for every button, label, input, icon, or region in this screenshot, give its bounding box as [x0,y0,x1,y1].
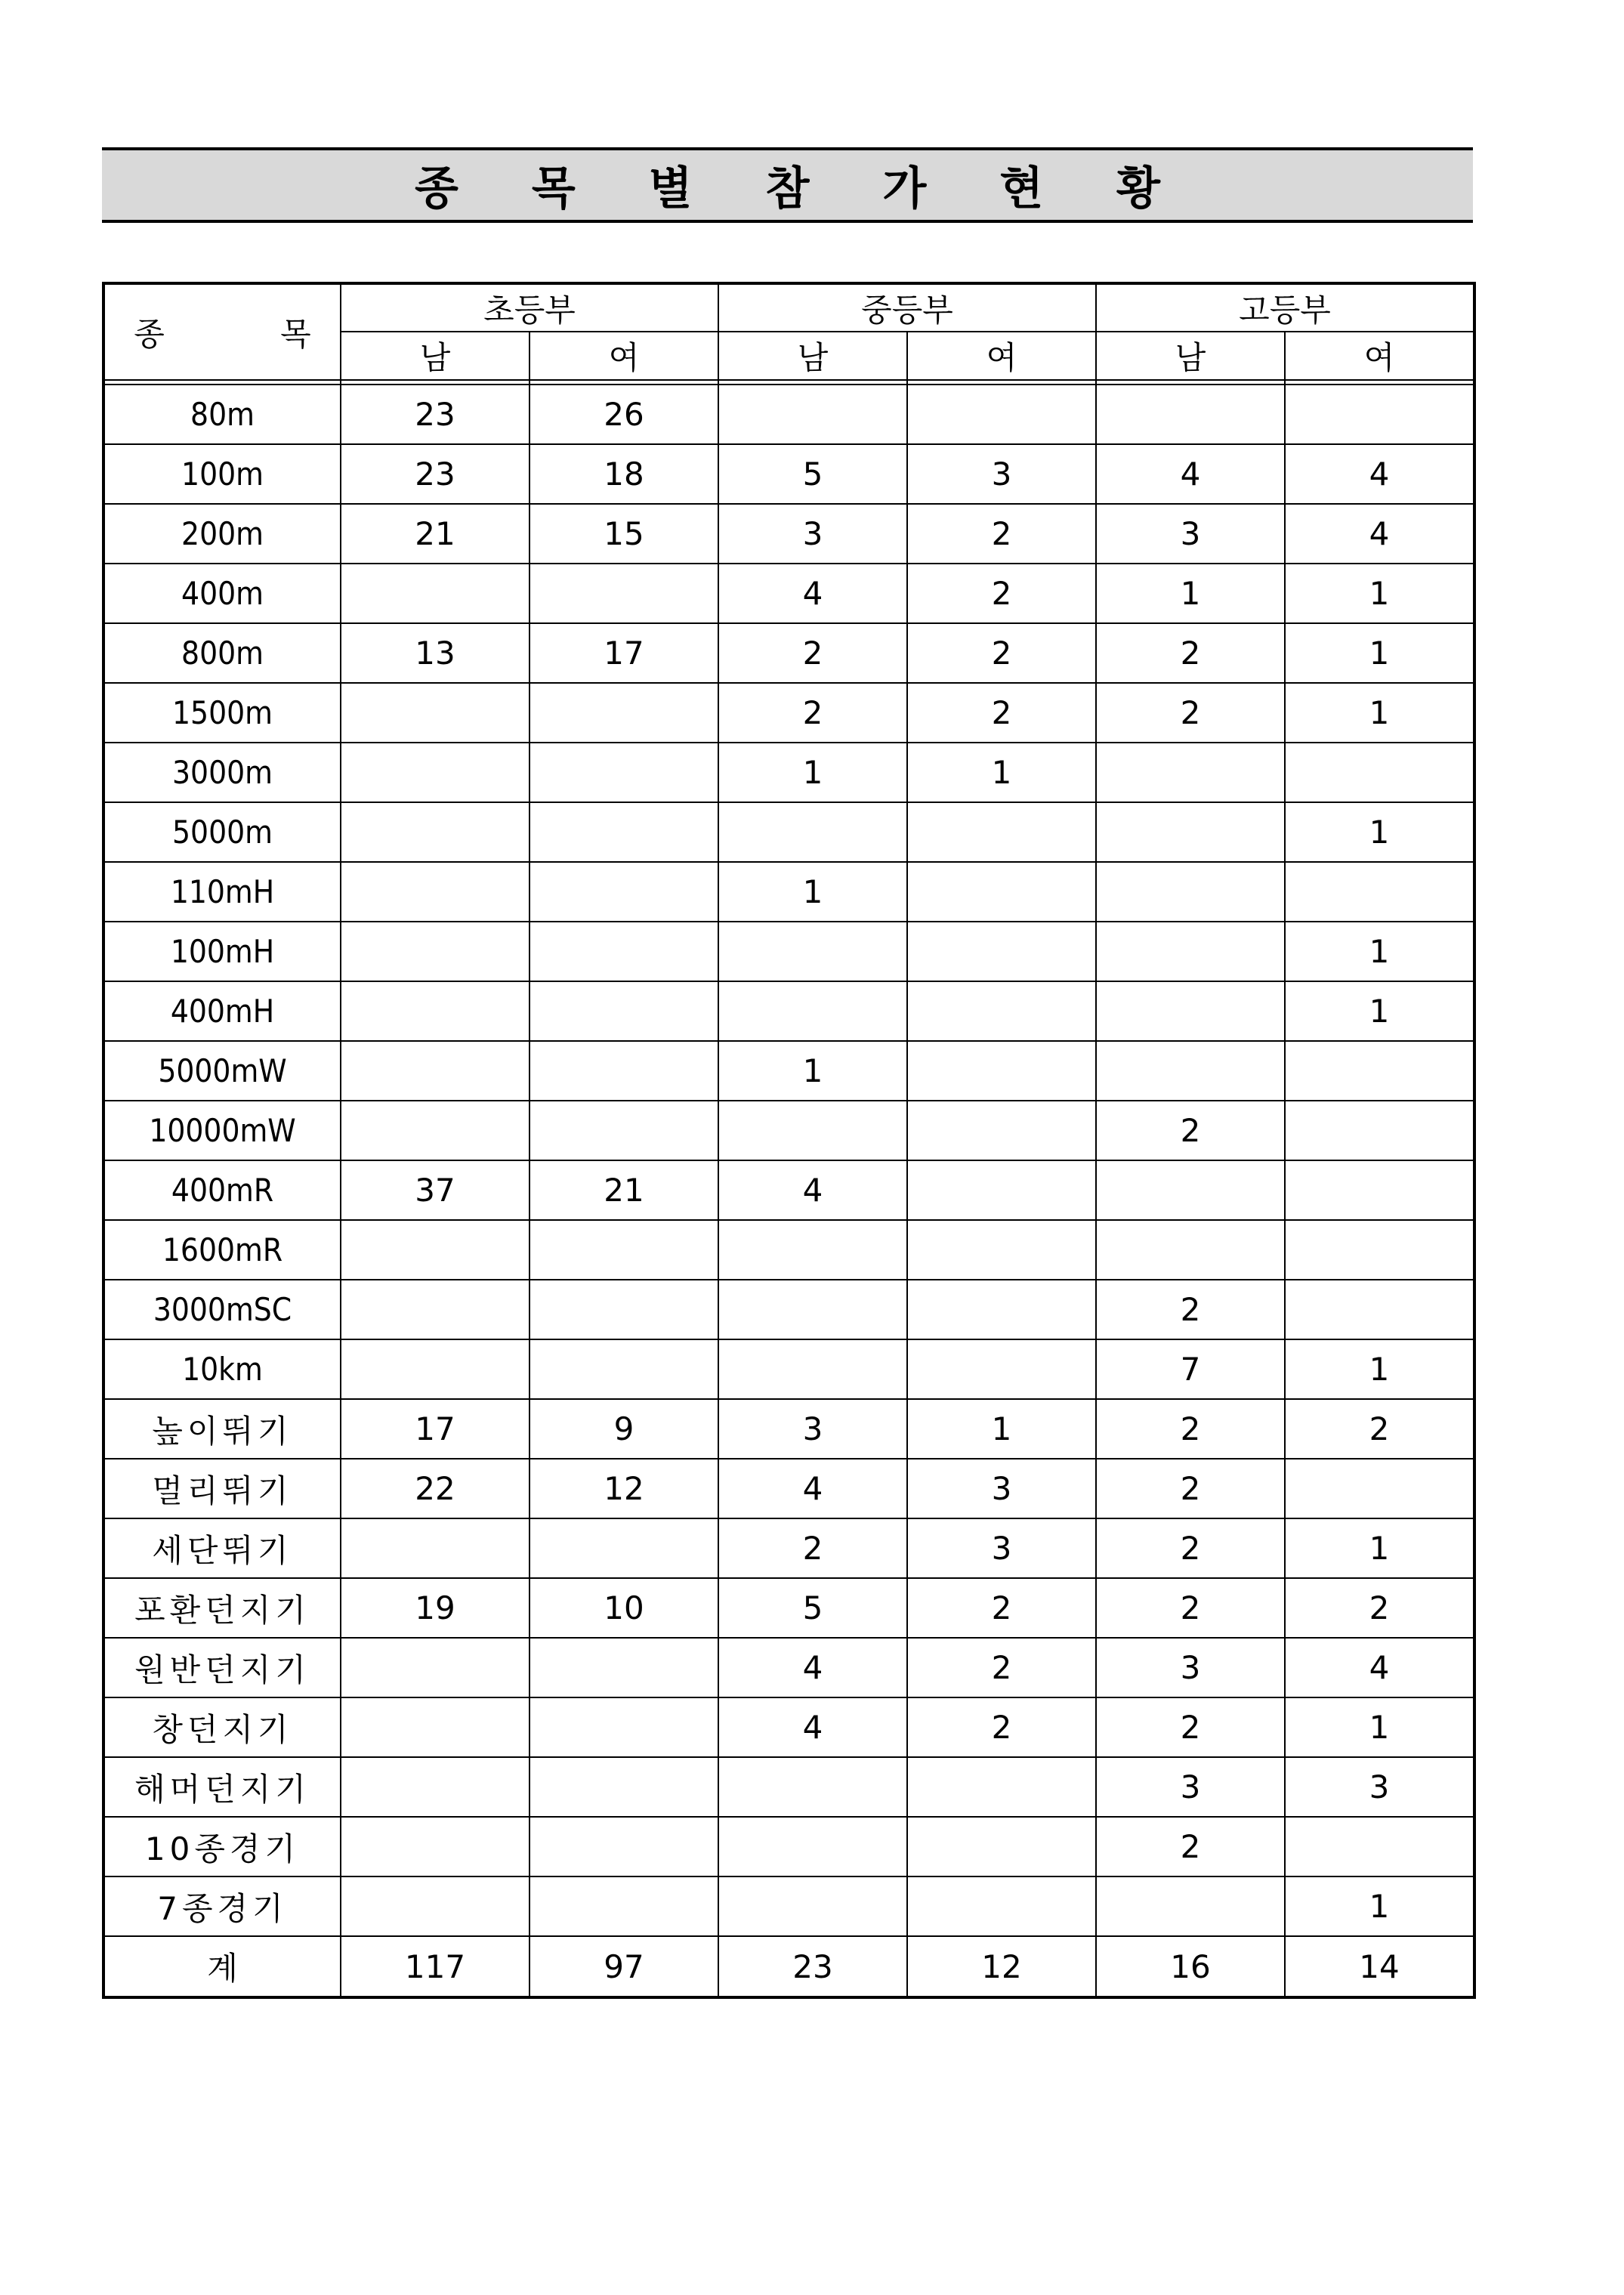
event-name-cell: 400m [103,564,341,623]
table-row [103,504,1474,564]
total-cell: 97 [529,1936,718,1997]
count-cell: 1 [1285,564,1474,623]
count-cell [1096,1160,1285,1220]
count-cell: 2 [1096,683,1285,743]
total-row [103,1936,1474,1997]
page-title: 종 목 별 참 가 현 황 [414,162,1190,215]
event-name-cell: 10km [103,1339,341,1399]
gender-header: 남 [1096,332,1285,380]
table-row [103,1041,1474,1101]
count-cell [1285,743,1474,802]
count-cell: 1 [1285,1518,1474,1578]
count-cell [341,1041,529,1101]
count-cell: 13 [341,623,529,683]
count-cell [529,1220,718,1280]
event-name-cell: 원반던지기 [103,1638,341,1697]
count-cell: 26 [529,385,718,444]
count-cell [341,1518,529,1578]
count-cell [529,922,718,981]
count-cell: 3 [1285,1757,1474,1817]
event-name-cell: 200m [103,504,341,564]
count-cell [1096,922,1285,981]
count-cell: 2 [1285,1399,1474,1459]
count-cell [341,1757,529,1817]
count-cell [529,1638,718,1697]
event-name-cell: 창던지기 [103,1697,341,1757]
event-name-cell: 400mR [103,1160,341,1220]
count-cell [1285,385,1474,444]
count-cell: 3 [718,1399,907,1459]
count-cell [1285,1220,1474,1280]
count-cell: 18 [529,444,718,504]
count-cell [1096,862,1285,922]
count-cell: 1 [1285,981,1474,1041]
count-cell: 1 [718,743,907,802]
count-cell [341,1697,529,1757]
table-row [103,1160,1474,1220]
table-row [103,683,1474,743]
count-cell [529,862,718,922]
event-name-cell: 10000mW [103,1101,341,1160]
count-cell: 2 [1096,1399,1285,1459]
count-cell: 4 [1285,504,1474,564]
count-cell [907,385,1096,444]
count-cell [341,1876,529,1936]
count-cell: 2 [907,564,1096,623]
count-cell: 3 [907,1459,1096,1518]
count-cell [1096,743,1285,802]
count-cell: 3 [907,444,1096,504]
count-cell [341,802,529,862]
count-cell [1096,385,1285,444]
table-row [103,1339,1474,1399]
count-cell [529,1697,718,1757]
count-cell [907,1101,1096,1160]
count-cell [718,1339,907,1399]
count-cell [1096,1876,1285,1936]
count-cell [1285,862,1474,922]
count-cell: 2 [907,1578,1096,1638]
count-cell: 21 [341,504,529,564]
event-name-cell: 세단뛰기 [103,1518,341,1578]
count-cell [1285,1459,1474,1518]
count-cell [341,1101,529,1160]
table-row [103,922,1474,981]
table-row [103,743,1474,802]
count-cell [341,862,529,922]
count-cell: 17 [529,623,718,683]
count-cell: 19 [341,1578,529,1638]
table-row [103,1220,1474,1280]
count-cell: 1 [907,743,1096,802]
count-cell: 17 [341,1399,529,1459]
count-cell: 2 [718,683,907,743]
count-cell: 15 [529,504,718,564]
count-cell: 1 [1096,564,1285,623]
count-cell [341,922,529,981]
count-cell: 2 [1096,1101,1285,1160]
count-cell: 2 [907,1638,1096,1697]
event-name-cell: 멀리뛰기 [103,1459,341,1518]
count-cell [718,385,907,444]
header-row-groups [103,283,1474,332]
count-cell: 3 [1096,504,1285,564]
total-cell: 12 [907,1936,1096,1997]
event-name-cell: 해머던지기 [103,1757,341,1817]
count-cell [529,1518,718,1578]
count-cell: 2 [1285,1578,1474,1638]
event-name-cell: 5000m [103,802,341,862]
count-cell [341,564,529,623]
count-cell: 2 [907,623,1096,683]
count-cell [907,981,1096,1041]
count-cell [341,981,529,1041]
count-cell [529,683,718,743]
count-cell [1096,1220,1285,1280]
count-cell: 2 [1096,1280,1285,1339]
count-cell [718,1101,907,1160]
count-cell: 22 [341,1459,529,1518]
table-row [103,1697,1474,1757]
count-cell: 4 [718,1160,907,1220]
count-cell: 2 [1096,1578,1285,1638]
gender-header: 여 [529,332,718,380]
gender-header: 남 [341,332,529,380]
count-cell: 2 [1096,1817,1285,1876]
count-cell [529,564,718,623]
count-cell [529,1817,718,1876]
count-cell: 7 [1096,1339,1285,1399]
group-header-high: 고등부 [1096,283,1474,332]
total-cell: 14 [1285,1936,1474,1997]
event-name-cell: 110mH [103,862,341,922]
event-name-cell: 800m [103,623,341,683]
count-cell [1285,1160,1474,1220]
table-row [103,1817,1474,1876]
count-cell: 2 [1096,1697,1285,1757]
group-header-middle: 중등부 [718,283,1096,332]
count-cell [907,1339,1096,1399]
count-cell: 1 [907,1399,1096,1459]
event-name-cell: 100mH [103,922,341,981]
count-cell [907,862,1096,922]
table-row [103,564,1474,623]
event-name-cell: 1600mR [103,1220,341,1280]
count-cell [529,743,718,802]
table-row [103,1518,1474,1578]
event-name-cell: 포환던지기 [103,1578,341,1638]
count-cell: 1 [1285,922,1474,981]
event-name-cell: 5000mW [103,1041,341,1101]
gender-header: 남 [718,332,907,380]
count-cell [718,1817,907,1876]
count-cell [529,1041,718,1101]
count-cell [718,802,907,862]
participation-table [102,282,1476,1999]
count-cell [907,1041,1096,1101]
event-name-cell: 높이뛰기 [103,1399,341,1459]
count-cell: 4 [718,564,907,623]
table-row [103,444,1474,504]
count-cell [718,1876,907,1936]
count-cell [1285,1817,1474,1876]
table-row [103,623,1474,683]
count-cell [907,1817,1096,1876]
event-name-cell: 400mH [103,981,341,1041]
count-cell: 1 [1285,623,1474,683]
count-cell [907,1280,1096,1339]
count-cell [529,1339,718,1399]
count-cell: 21 [529,1160,718,1220]
event-name-cell: 3000m [103,743,341,802]
count-cell: 1 [1285,1876,1474,1936]
count-cell: 12 [529,1459,718,1518]
count-cell: 4 [1285,1638,1474,1697]
event-name-cell: 3000mSC [103,1280,341,1339]
count-cell [529,1280,718,1339]
count-cell [341,1638,529,1697]
table-row [103,385,1474,444]
count-cell [718,981,907,1041]
count-cell: 2 [718,623,907,683]
count-cell [1285,1280,1474,1339]
count-cell [529,981,718,1041]
count-cell [529,1876,718,1936]
total-label: 계 [103,1936,341,1997]
table-row [103,1876,1474,1936]
table-row [103,862,1474,922]
count-cell [529,1757,718,1817]
count-cell [907,1757,1096,1817]
event-column-header: 종 목 [103,283,341,380]
gender-header: 여 [1285,332,1474,380]
count-cell: 1 [718,862,907,922]
count-cell: 2 [1096,1518,1285,1578]
count-cell [718,922,907,981]
count-cell: 1 [1285,1697,1474,1757]
gender-header: 여 [907,332,1096,380]
count-cell: 2 [907,1697,1096,1757]
count-cell [1285,1101,1474,1160]
total-cell: 23 [718,1936,907,1997]
count-cell [907,802,1096,862]
count-cell [341,1280,529,1339]
count-cell [1096,802,1285,862]
count-cell [1096,981,1285,1041]
count-cell: 10 [529,1578,718,1638]
count-cell: 23 [341,385,529,444]
count-cell [907,1876,1096,1936]
count-cell [907,1160,1096,1220]
count-cell [907,922,1096,981]
count-cell [341,1220,529,1280]
count-cell [341,683,529,743]
count-cell [341,1339,529,1399]
count-cell: 3 [718,504,907,564]
table-row [103,1638,1474,1697]
count-cell: 4 [1096,444,1285,504]
count-cell: 2 [1096,1459,1285,1518]
table-row [103,802,1474,862]
count-cell: 3 [907,1518,1096,1578]
count-cell: 3 [1096,1757,1285,1817]
table-row [103,1459,1474,1518]
count-cell: 4 [718,1638,907,1697]
count-cell: 4 [1285,444,1474,504]
count-cell: 2 [1096,623,1285,683]
count-cell: 2 [907,683,1096,743]
count-cell: 9 [529,1399,718,1459]
count-cell: 5 [718,444,907,504]
table-row [103,1399,1474,1459]
page-title-bar [102,147,1473,223]
table-row [103,1757,1474,1817]
count-cell [718,1280,907,1339]
count-cell [1285,1041,1474,1101]
count-cell: 2 [907,504,1096,564]
count-cell [718,1757,907,1817]
count-cell [529,1101,718,1160]
count-cell: 37 [341,1160,529,1220]
event-name-cell: 100m [103,444,341,504]
event-name-cell: 1500m [103,683,341,743]
event-name-cell: 80m [103,385,341,444]
event-name-cell: 10종경기 [103,1817,341,1876]
count-cell: 3 [1096,1638,1285,1697]
count-cell [341,1817,529,1876]
table-row [103,1280,1474,1339]
count-cell: 23 [341,444,529,504]
count-cell: 1 [1285,1339,1474,1399]
count-cell: 4 [718,1459,907,1518]
count-cell [341,743,529,802]
count-cell [907,1220,1096,1280]
table-row [103,981,1474,1041]
table-row [103,1578,1474,1638]
total-cell: 117 [341,1936,529,1997]
count-cell [1096,1041,1285,1101]
count-cell: 1 [1285,683,1474,743]
count-cell [718,1220,907,1280]
count-cell: 4 [718,1697,907,1757]
count-cell: 5 [718,1578,907,1638]
group-header-elementary: 초등부 [341,283,718,332]
count-cell: 1 [718,1041,907,1101]
event-name-cell: 7종경기 [103,1876,341,1936]
total-cell: 16 [1096,1936,1285,1997]
count-cell: 2 [718,1518,907,1578]
count-cell [529,802,718,862]
table-row [103,1101,1474,1160]
count-cell: 1 [1285,802,1474,862]
